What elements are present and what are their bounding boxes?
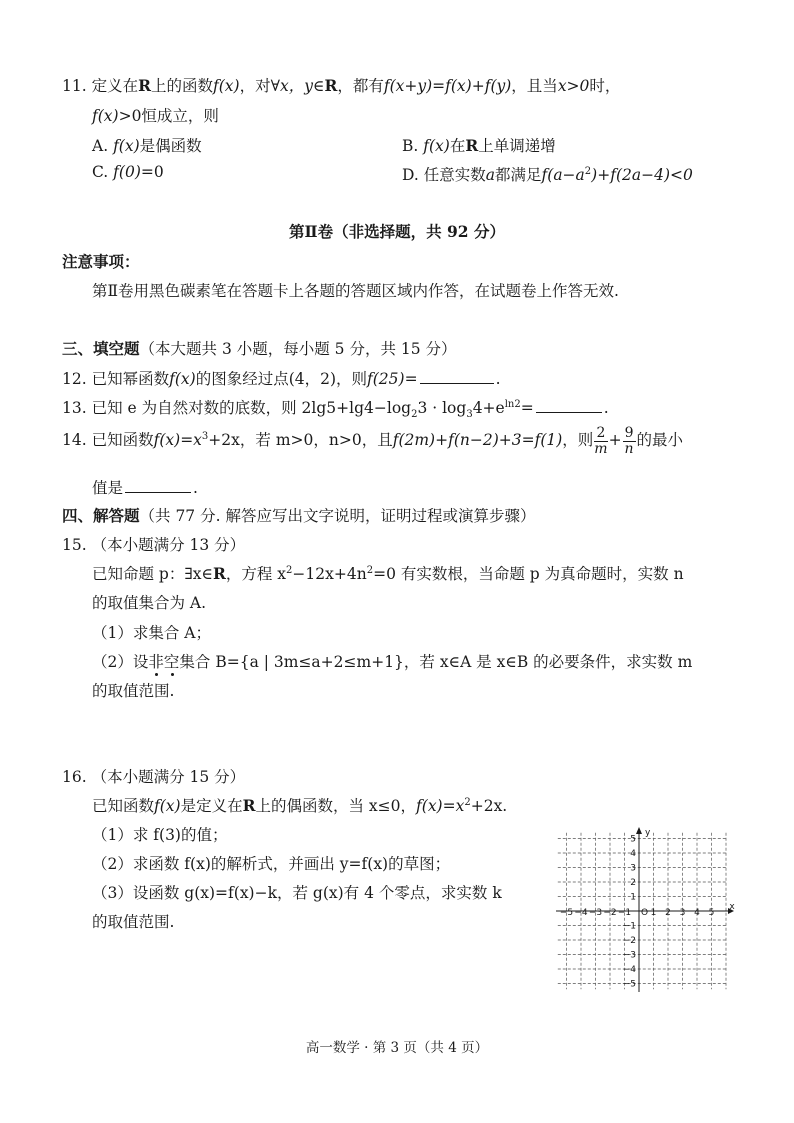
axis-labels <box>560 828 735 990</box>
q15-text: （2）设 <box>92 653 149 671</box>
section-note: （共 77 分. 解答应写出文字说明，证明过程或演算步骤） <box>139 507 536 525</box>
q16-text: +2x. <box>470 797 508 815</box>
q11-equation: f(x+y)=f(x)+f(y) <box>383 77 512 95</box>
q16-line1 <box>92 794 507 816</box>
q11-option-b <box>402 134 556 156</box>
x-tick-label: −5 <box>559 908 574 918</box>
fraction-2-over-m <box>594 426 607 456</box>
option-text: 上单调递增 <box>478 137 556 155</box>
q12-fx: f(x) <box>169 370 196 388</box>
q11-fx: f(x) <box>92 107 119 125</box>
q16-part3-line2: 的取值范围. <box>92 913 175 931</box>
q14-plus: + <box>608 431 622 450</box>
q12-end: . <box>495 370 501 388</box>
q16-part1: （1）求 f(3)的值； <box>92 826 228 844</box>
option-label: D. <box>402 166 419 184</box>
emphasis-char: 空 <box>163 653 180 671</box>
option-text: 任意实数 <box>423 166 486 184</box>
y-tick-label: −4 <box>622 965 636 975</box>
x-tick-label: −2 <box>603 908 617 918</box>
x-tick-label: 5 <box>708 908 715 918</box>
q12-text: 已知幂函数 <box>91 370 170 388</box>
option-fx: f(x) <box>423 137 450 155</box>
q14-text: 的最小 <box>636 431 684 450</box>
option-var: a <box>485 166 496 184</box>
q16-fx: f(x) <box>154 797 181 815</box>
q11-text: 定义在 <box>91 77 139 95</box>
notice-heading: 注意事项： <box>62 252 140 271</box>
q15-line1 <box>92 562 684 584</box>
q16-part3: （3）设函数 g(x)=f(x)−k，若 g(x)有 4 个零点，求实数 k <box>92 884 502 902</box>
option-sup: 2 <box>584 165 592 177</box>
q13-sub: 2 <box>411 409 418 421</box>
q16-header <box>62 765 245 787</box>
question-number: 13. <box>62 399 87 417</box>
q11-text: >0恒成立，则 <box>118 107 219 125</box>
question-number: 14. <box>62 431 87 450</box>
option-text: 在 <box>449 137 466 155</box>
q15-part1: （1）求集合 A； <box>92 624 211 642</box>
q14-line1 <box>62 426 683 456</box>
coordinate-grid[interactable] <box>556 826 736 992</box>
option-label: A. <box>92 137 109 155</box>
y-tick-label: 5 <box>630 834 636 845</box>
q13-text: 已知 e 为自然对数的底数，则 2lg5+lg4−log <box>91 399 412 417</box>
q13-text: = <box>520 399 534 417</box>
frac-den: m <box>594 440 608 457</box>
q11-option-a <box>92 134 202 156</box>
q14-text: 已知函数 <box>91 431 154 450</box>
q15-part2 <box>92 650 692 672</box>
q11-line1 <box>62 74 620 96</box>
q16-text: 已知函数 <box>92 797 155 815</box>
option-fx: f(x) <box>113 137 140 155</box>
option-label: B. <box>402 137 419 155</box>
question-number: 11. <box>62 77 87 95</box>
frac-num: 9 <box>624 425 634 441</box>
page-footer: 高一数学 · 第 3 页（共 4 页） <box>305 1040 489 1056</box>
q15-text: =0 有实数根，当命题 p 为真命题时，实数 n <box>373 565 684 583</box>
option-R: R <box>465 136 479 155</box>
q11-line2 <box>92 104 219 126</box>
q14-fx: f(x) <box>153 431 181 450</box>
x-tick-label: 3 <box>679 908 686 918</box>
q16-text: 是定义在 <box>180 797 243 815</box>
fraction-9-over-n <box>623 426 636 456</box>
q11-text: ，对 <box>239 77 271 95</box>
q11-fx: f(x) <box>213 77 240 95</box>
q16-score: （本小题满分 15 分） <box>91 768 246 786</box>
q12-text: 的图象经过点(4，2)，则 <box>195 370 368 388</box>
q14-text: ，则 <box>562 431 594 450</box>
q15-line2: 的取值集合为 A. <box>92 594 207 612</box>
x-tick-label: 2 <box>665 908 671 918</box>
emphasis-char: 非 <box>148 653 164 671</box>
section-note: （本大题共 3 小题，每小题 5 分，共 15 分） <box>139 340 457 358</box>
x-tick-label: 1 <box>650 908 657 918</box>
part2-title: 第Ⅱ卷（非选择题，共 92 分） <box>289 222 505 241</box>
answer-blank[interactable] <box>536 398 602 413</box>
option-text: 是偶函数 <box>139 137 202 155</box>
q11-text: ，都有 <box>337 77 384 95</box>
q13-end: . <box>603 399 609 417</box>
frac-num: 2 <box>594 426 607 442</box>
q14-end: . <box>193 479 198 497</box>
y-tick-label: 1 <box>630 892 636 903</box>
section-title: 四、解答题 <box>62 506 140 525</box>
x-tick-label: −3 <box>588 908 603 918</box>
q15-part2-line2: 的取值范围. <box>92 682 175 700</box>
y-axis-arrow-icon <box>636 827 642 834</box>
q12-text: = <box>404 370 418 388</box>
q12 <box>62 367 501 389</box>
notice-text: 第Ⅱ卷用黑色碳素笔在答题卡上各题的答题区域内作答，在试题卷上作答无效. <box>92 282 619 300</box>
y-tick-label: 3 <box>630 863 636 874</box>
q12-f25: f(25) <box>367 370 405 388</box>
x-axis-label: x <box>729 902 735 912</box>
question-number: 15. <box>62 536 87 554</box>
q14-text: =x <box>180 431 202 450</box>
q16-R: R <box>242 796 256 815</box>
section4-heading <box>62 504 535 526</box>
q15-text: 已知命题 p：∃x∈ <box>92 565 213 583</box>
q16-sup: 2 <box>464 796 471 808</box>
q11-cond: x>0 <box>557 77 590 95</box>
q15-sup: 2 <box>366 564 374 576</box>
q14-expr: f(2m)+f(n−2)+3=f(1) <box>392 431 563 450</box>
q14-line2 <box>92 476 198 498</box>
y-tick-label: −1 <box>622 921 636 932</box>
q11-option-d <box>402 163 693 185</box>
q11-text: 时， <box>589 77 621 95</box>
q16-text: 上的偶函数，当 x≤0， <box>255 797 417 815</box>
y-tick-label: −3 <box>622 950 636 961</box>
x-tick-label: 4 <box>694 908 700 918</box>
q14-text: 值是 <box>92 479 124 497</box>
q11-option-c <box>92 163 164 181</box>
option-label: C. <box>92 163 109 181</box>
q11-text: ，且当 <box>511 77 558 95</box>
q13-text: 4+e <box>472 399 505 417</box>
q15-sup: 2 <box>286 564 293 576</box>
y-tick-label: −5 <box>622 979 636 990</box>
option-expr: f(a−a <box>541 166 585 184</box>
q15-R: R <box>212 564 226 583</box>
question-number: 12. <box>62 370 87 388</box>
q15-text: 集合 B={a | 3m≤a+2≤m+1}，若 x∈A 是 x∈B 的必要条件，求实数 m <box>179 653 693 671</box>
y-tick-label: −2 <box>622 936 636 946</box>
x-tick-label: −4 <box>574 908 588 918</box>
y-tick-label: 2 <box>630 878 636 888</box>
q14-text: +2x，若 m>0，n>0，且 <box>208 431 393 450</box>
question-number: 16. <box>62 768 87 786</box>
option-expr: )+f(2a−4)<0 <box>591 166 693 184</box>
frac-den: n <box>624 440 634 457</box>
option-fx: f(0) <box>113 163 141 181</box>
q13 <box>62 396 609 420</box>
origin-label: O <box>641 908 649 918</box>
q11-R: R <box>138 76 151 95</box>
q14-sup: 3 <box>201 431 209 443</box>
option-text: 都满足 <box>495 166 542 184</box>
q16-expr: f(x)=x <box>416 797 465 815</box>
q11-text: 上的函数 <box>151 77 214 95</box>
q15-score: （本小题满分 13 分） <box>91 536 246 554</box>
y-tick-label: 4 <box>630 849 636 859</box>
q15-text: ，方程 x <box>225 565 287 583</box>
answer-blank[interactable] <box>125 478 191 493</box>
y-axis-label: y <box>645 828 651 838</box>
q13-sub: 3 <box>466 409 473 421</box>
section-title: 三、填空题 <box>62 339 140 358</box>
x-tick-label: −1 <box>617 908 632 918</box>
q11-R: R <box>324 76 338 95</box>
answer-blank[interactable] <box>420 369 494 384</box>
q11-forall: ∀x，y∈ <box>270 77 325 95</box>
q15-header <box>62 533 245 555</box>
q16-part2: （2）求函数 f(x)的解析式，并画出 y=f(x)的草图； <box>92 855 451 873</box>
section3-heading <box>62 337 457 359</box>
option-text: =0 <box>140 163 164 181</box>
q13-text: 3 · log <box>417 399 467 417</box>
q13-sup: ln2 <box>504 398 521 410</box>
q15-text: −12x+4n <box>292 565 367 583</box>
